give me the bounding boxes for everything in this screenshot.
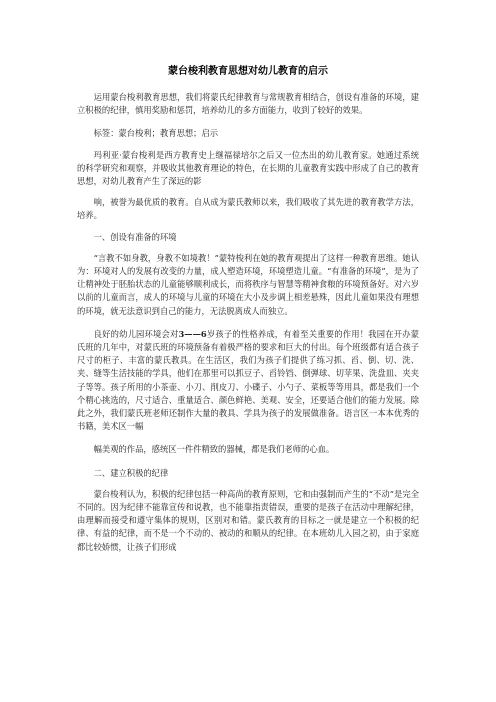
abstract-paragraph: 运用蒙台梭利教育思想，我们将蒙氏纪律教育与常规教育相结合，创设有准备的环境，建立积极的纪律，慎用奖励和惩罚，培养幼儿的多方面能力，收到了较好的效果。	[77, 92, 419, 116]
keywords-line: 标签：蒙台梭利；教育思想；启示	[93, 128, 219, 139]
document-title: 蒙台梭利教育思想对幼儿教育的启示	[168, 66, 328, 77]
section-2-heading: 二、建立积极的纪律	[93, 467, 169, 478]
section-1-paragraph-1: “言教不如身教，身教不如境教！”蒙特梭利在她的教育观提出了这样一种教育思维。她认为：环境对人的发展有改变的力量，成人塑造环境，环境塑造儿童。“有准备的环境”，是为了让精神处于胚胎状态的儿童能够顺利成长，而将秩序与智慧等精神食粮的环境预备好。对六岁以前的儿童而言，成人的环境与儿童的环境在大小及步调上相差悬殊，因此儿童如果没有理想的环境，就无法意识到自己的能力，无法脱离成人而独立。	[77, 252, 419, 316]
age-range-number: 3——6	[178, 328, 207, 339]
document-body	[77, 91, 419, 554]
section-1-paragraph-2	[77, 328, 419, 434]
section-1-paragraph-2-rest: 岁孩子的性格养成，有着至关重要的作用！我园在开办蒙氏班的几年中，对蒙氏班的环境预备有着极严格的要求和巨大的付出。每个班级都有适合孩子尺寸的柜子、丰富的蒙氏教具。在生活区，我们为孩子们提供了练习抓、舀、倒、切、洗、夹、缝等生活技能的学具，他们在那里可以抓豆子、舀铃铛、倒弹球、切苹果、洗盘皿、夹夹子等等。孩子所用的小茶壶、小刀、削皮刀、小碟子、小勺子、菜板等等用具，都是我们一个个精心挑选的，尺寸适合、重量适合、颜色鲜艳、美观、安全，还要适合他们的能力发展。除此之外，我们蒙氏班老师还制作大量的教具、学具为孩子的发展做准备。语言区一本本优秀的书籍，美术区一幅	[77, 328, 419, 432]
intro-paragraph-2: 响，被誉为最优质的教育。自从成为蒙氏教师以来，我们吸收了其先进的教育教学方法，培养。	[77, 197, 419, 221]
intro-paragraph-1: 玛利亚·蒙台梭利是西方教育史上继福禄培尔之后又一位杰出的幼儿教育家。她通过系统的科学研究和观察，并吸收其他教育理论的特色，在长期的儿童教育实践中形成了自己的教育思想，对幼儿教育产生了深远的影	[77, 149, 419, 187]
section-2-paragraph-1: 蒙台梭利认为，积极的纪律包括一种高尚的教育原则，它和由强制而产生的“不动”是完全不同的。因为纪律不能靠宣传和说教，也不能靠指责错误，重要的是孩子在活动中理解纪律，由理解而接受和遵守集体的规则，区别对和错。蒙氏教育的目标之一就是建立一个积极的纪律、有益的纪律，而不是一个不动的、被动的和顺从的纪律。在本班幼儿入园之初，由于家庭都比较娇惯，让孩子们形成	[77, 488, 419, 552]
section-1-paragraph-3: 幅美观的作品，感统区一件件精致的器械，都是我们老师的心血。	[93, 444, 335, 455]
section-1-heading: 一、创设有准备的环境	[93, 231, 177, 242]
section-1-paragraph-2-lead: 良好的幼儿园环境会对	[93, 328, 179, 339]
